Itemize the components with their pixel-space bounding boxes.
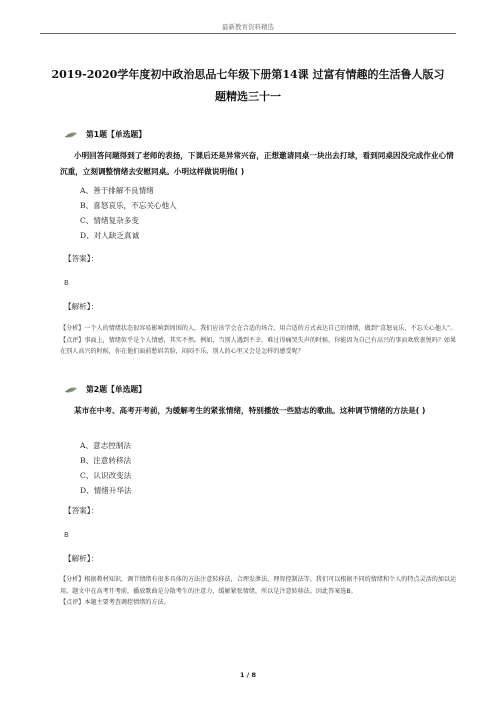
option-b: B、注意转移法	[80, 456, 132, 465]
option-a: A、善于排解不良情绪	[80, 186, 154, 195]
option-c: C、认识改变法	[80, 471, 132, 480]
question-1-stem: 小明回答问题得到了老师的表扬，下课后还是异常兴奋，正想邀请同桌一块出去打球，看到同桌因没完成作业心情沉重，立刻调整情绪去安慰同桌。小明这样做说明他( )	[60, 151, 454, 176]
question-1-options	[80, 183, 177, 243]
question-2-explanation	[60, 574, 458, 609]
option-b: B、喜怒哀乐，不忘关心他人	[80, 201, 177, 210]
header-divider	[40, 33, 456, 34]
title-line-1: 2019-2020学年度初中政治思品七年级下册第14课 过富有情趣的生活鲁人版习	[51, 68, 445, 81]
option-c: C、情绪复杂多变	[80, 216, 139, 225]
question-1-explanation	[60, 323, 458, 358]
explanation-analysis: 【分析】根据教材知识，调节情绪有很多具体的方法注意转移法，合理发泄法，理智控制法等，我们可以根据不同的情绪和个人的特点灵活的加以运用。题文中在高考开考前，播放歌曲是分散考生的注意力，缓解紧张情绪，所以是注意转移法。因此答案选B。	[60, 576, 457, 595]
question-1-heading	[68, 129, 146, 140]
question-2-options	[80, 438, 132, 498]
question-heading-text: 第1题【单选题】	[86, 130, 147, 139]
explanation-comment: 【点评】本题主要考查调控情绪的方法。	[60, 599, 170, 607]
page-number: 1 / 8	[240, 671, 256, 679]
question-heading-text: 第2题【单选题】	[86, 385, 147, 394]
option-a: A、意志控制法	[80, 441, 132, 450]
leaf-bullet-icon	[64, 386, 78, 394]
answer-label: 【答案】：	[64, 506, 99, 515]
document-title	[40, 64, 456, 108]
option-d: D、对人缺乏真诚	[80, 231, 140, 240]
explanation-comment: 【点评】事面上，情绪似乎是个人情感，其实不然。例如，当别人遇到不幸，难过得痛哭失声的时候，你能因为自己有高兴的事而欢欣雀悦吗？如果在别人高兴的时候，你在他们面前愁眉苦脸，闷闷不乐，别人的心里又会是怎样的感受呢？	[60, 336, 457, 356]
leaf-bullet-icon	[64, 131, 78, 139]
explanation-analysis: 【分析】一个人的情绪状态很容易影响到周围的人，我们应该学会在合适的场合、用合适的方式表达自己的情绪，做到“喜怒哀乐，不忘关心他人”。	[60, 325, 457, 332]
explanation-label: 【解析】：	[64, 302, 99, 311]
question-2-heading	[68, 384, 146, 395]
question-2-stem: 某市在中考、高考开考前，为缓解考生的紧张情绪，特别播放一些励志的歌曲。这种调节情绪的方法是( )	[74, 406, 426, 415]
option-d: D、情绪升华法	[80, 486, 132, 495]
page-header: 最新教育资料精选	[222, 23, 274, 31]
title-line-2: 题精选三十一	[215, 90, 281, 103]
answer-value: B	[64, 279, 69, 287]
answer-value: B	[64, 531, 69, 539]
answer-label: 【答案】：	[64, 254, 99, 263]
explanation-label: 【解析】：	[64, 554, 99, 563]
